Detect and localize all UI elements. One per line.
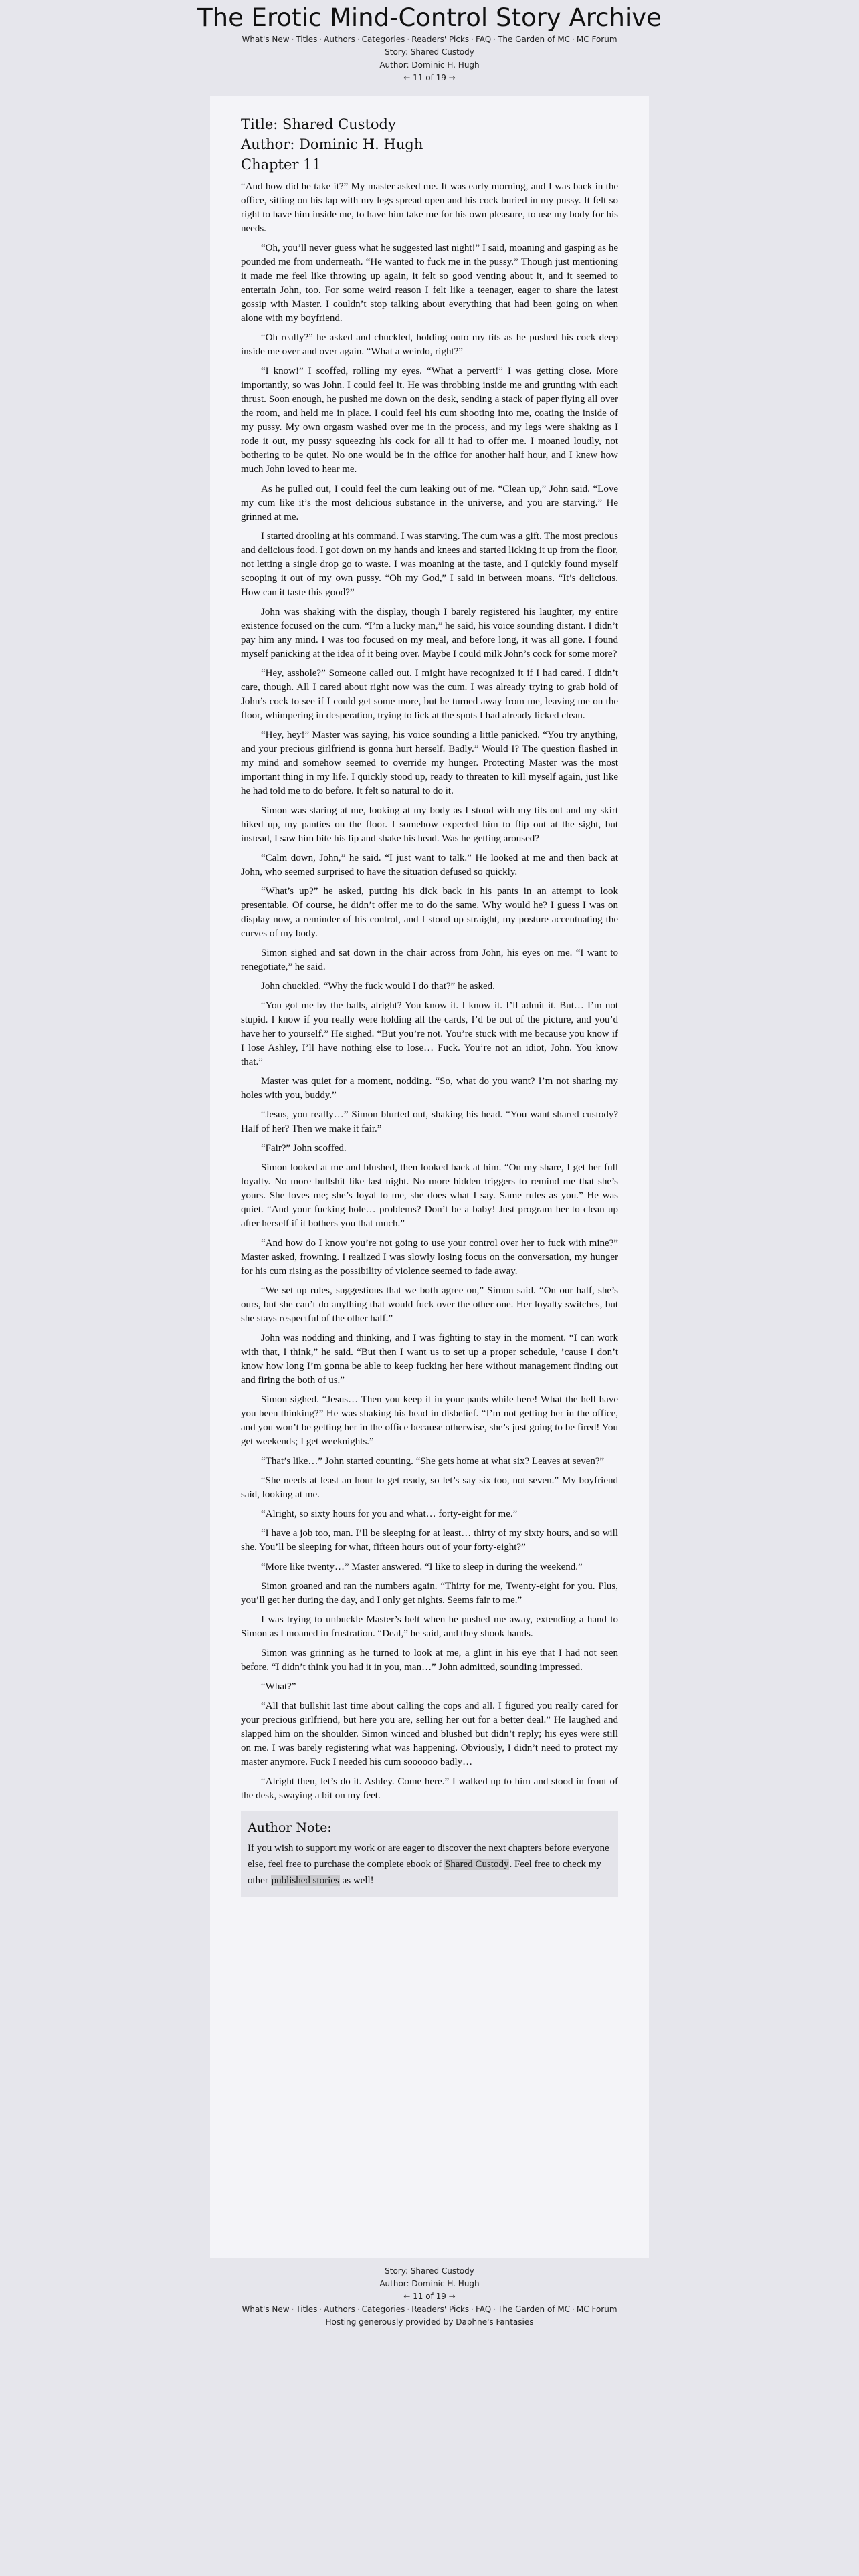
story-paragraph: “Hey, hey!” Master was saying, his voice sounding a little panicked. “You try anything, and your precious girlfriend is gonna hurt herself. Badly.” Would I? The question flashed in my mind and somehow seemed to override my hunger. Protecting Master was the most important thing in my life. I quickly stood up, ready to threaten to kill myself again, just like he had told me to do before. It felt so natural to do it.	[241, 730, 618, 796]
author-note-title: Author Note:	[248, 1820, 332, 1835]
story-paragraph: “I know!” I scoffed, rolling my eyes. “What a pervert!” I was getting close. More importantly, so was John. I could feel it. He was throbbing inside me and grunting with each thrust. Soon enough, he pushed me down on the desk, sending a stack of paper flying all over the room, and held me in place. I could feel his cum shooting into me, coating the inside of my pussy. My own orgasm washed over me in the process, and my legs were shaking as I rode it out, my pussy squeezing his cock for all it had to offer me. I moaned loudly, not bothering to be quiet. No one would be in the office for another half hour, and I knew how much John loved to hear me.	[241, 366, 618, 475]
story-author: Author: Dominic H. Hugh	[241, 136, 423, 152]
story-paragraph: Simon looked at me and blushed, then looked back at him. “On my share, I get her full loyalty. No more bullshit like last night. No more hidden triggers to remind me that she’s yours. She loves me; she’s loyal to me, she does what I say. Same rules as you.” He was quiet. “And your fucking hole… problems? Don’t be a baby! Just program her to clean up after herself if it bothers you that much.”	[241, 1162, 618, 1229]
site-header	[0, 0, 859, 84]
footer-nav-item[interactable]: Authors	[324, 2304, 355, 2314]
nav-separator: ·	[357, 35, 360, 44]
story-paragraph: Simon was staring at me, looking at my body as I stood with my tits out and my skirt hiked up, my panties on the floor. I somehow expected him to flip out at the sight, but instead, I saw him bite his lip and shake his head. Was he getting aroused?	[241, 805, 618, 844]
story-paragraph: “More like twenty…” Master answered. “I like to sleep in during the weekend.”	[261, 1562, 583, 1572]
story-paragraph: “Jesus, you really…” Simon blurted out, shaking his head. “You want shared custody? Half of her? Then we make it fair.”	[241, 1109, 618, 1134]
footer-nav-item[interactable]: The Garden of MC	[498, 2304, 571, 2314]
story-paragraph: As he pulled out, I could feel the cum leaking out of me. “Clean up,” John said. “Love my cum like it’s the most delicious substance in the universe, and you are starving.” He grinned at me.	[241, 484, 618, 522]
site-title[interactable]: The Erotic Mind-Control Story Archive	[197, 3, 662, 32]
nav-separator: ·	[572, 2304, 575, 2314]
story-paragraph: Simon was grinning as he turned to look at me, a glint in his eye that I had not seen before. “I didn’t think you had it in you, man…” John admitted, sounding impressed.	[241, 1648, 618, 1673]
story-paragraph: “That’s like…” John started counting. “She gets home at what six? Leaves at seven?”	[261, 1456, 605, 1467]
chapter-heading: Chapter 11	[241, 156, 321, 173]
story-paragraph: John chuckled. “Why the fuck would I do that?” he asked.	[261, 981, 495, 992]
story-paragraph: “I have a job too, man. I’ll be sleeping for at least… thirty of my sixty hours, and so will she. You’ll be sleeping for what, fifteen hours out of your forty-eight?”	[241, 1528, 618, 1553]
story-paragraph: John was shaking with the display, though I barely registered his laughter, my entire existence focused on the cum. “I’m a lucky man,” he said, his voice sounding distant. I didn’t pay him any mind. I was too focused on my meal, and before long, it was all gone. I found myself panicking at the idea of it being over. Maybe I could milk John’s cock for some more?	[241, 607, 618, 659]
story-paragraph: “All that bullshit last time about calling the cops and all. I figured you really cared for your precious girlfriend, but here you are, selling her out for a better deal.” He laughed and slapped him on the shoulder. Simon winced and blushed but didn’t reply; his eyes were still on me. I was barely registering what was happening. Obviously, I didn’t need to protect my master anymore. Fuck I needed his cum soooooo badly…	[241, 1701, 618, 1767]
site-footer	[0, 2265, 859, 2329]
nav-separator: ·	[471, 35, 474, 44]
footer-nav-item[interactable]: FAQ	[475, 2304, 492, 2314]
story-paragraph: “What’s up?” he asked, putting his dick back in his pants in an attempt to look presentable. Of course, he didn’t offer me to do the same. Why would he? I guess I was on display now, a reminder of his control, and I stood up straight, my posture accentuating the curves of my body.	[241, 886, 618, 939]
author-link[interactable]: Author: Dominic H. Hugh	[379, 60, 480, 70]
story-paragraph: Simon groaned and ran the numbers again. “Thirty for me, Twenty-eight for you. Plus, you’ll get her during the day, and I only get nights. Seems fair to me.”	[241, 1581, 618, 1606]
nav-separator: ·	[407, 35, 410, 44]
story-paragraph: “Calm down, John,” he said. “I just want to talk.” He looked at me and then back at John, who seemed surprised to have the situation defused so quickly.	[241, 853, 618, 877]
story-paragraph: “Fair?” John scoffed.	[261, 1143, 347, 1154]
nav-separator: ·	[493, 35, 496, 44]
nav-separator: ·	[319, 35, 322, 44]
nav-separator: ·	[572, 35, 575, 44]
story-title: Title: Shared Custody	[241, 116, 396, 132]
author-note-text	[248, 1840, 611, 1889]
story-paragraph: “Hey, asshole?” Someone called out. I might have recognized it if I had cared. I didn’t care, though. All I cared about right now was the cum. I was already trying to grab hold of John’s cock to see if I could get some more, but he turned away from me, leaving me on the floor, whimpering in desperation, trying to lick at the spots I had already licked clean.	[241, 668, 618, 721]
story-paragraph: “She needs at least an hour to get ready, so let’s say six too, not seven.” My boyfriend said, looking at me.	[241, 1475, 618, 1500]
footer-nav-item[interactable]: MC Forum	[576, 2304, 617, 2314]
story-paragraph: Simon sighed. “Jesus… Then you keep it in your pants while here! What the hell have you been thinking?” He was shaking his head in disbelief. “I’m not getting her in the office, and you won’t be getting her in the office because otherwise, she’s just going to be fired! You get weekends; I get weeknights.”	[241, 1394, 618, 1447]
story-paragraph: Simon sighed and sat down in the chair across from John, his eyes on me. “I want to renegotiate,” he said.	[241, 948, 618, 972]
story-paragraph: “You got me by the balls, alright? You know it. I know it. I’ll admit it. But… I’m not stupid. I know if you really were holding all the cards, I’d be out of the picture, and you’d have her to yourself.” He sighed. “But you’re not. You’re stuck with me because you know if I lose Ashley, I’ll have nothing else to lose… Fuck. You’re not an idiot, John. You know that.”	[241, 1000, 618, 1067]
chapter-pager[interactable]: ← 11 of 19 →	[403, 73, 456, 82]
story-paragraph: “What?”	[261, 1681, 296, 1692]
nav-separator: ·	[319, 2304, 322, 2314]
footer-nav	[0, 2303, 859, 2316]
nav-item[interactable]: The Garden of MC	[498, 35, 571, 44]
nav-separator: ·	[291, 2304, 294, 2314]
story-paragraph: “Alright then, let’s do it. Ashley. Come here.” I walked up to him and stood in front of the desk, swaying a bit on my feet.	[241, 1776, 618, 1801]
author-note-text-part: as well!	[339, 1875, 374, 1886]
author-note-text-part: . Feel free to check my other	[248, 1859, 601, 1886]
story-paragraph: Master was quiet for a moment, nodding. “So, what do you want? I’m not sharing my holes with you, buddy.”	[241, 1076, 618, 1101]
footer-nav-item[interactable]: Titles	[296, 2304, 318, 2314]
story-paragraph: I started drooling at his command. I was starving. The cum was a gift. The most precious and delicious food. I got down on my hands and knees and started licking it up from the floor, not letting a single drop go to waste. I was moaning at the taste, and I quickly found myself scooping it out of my own pussy. “Oh my God,” I said in between moans. “It’s delicious. How can it taste this good?”	[241, 531, 618, 598]
footer-author-link[interactable]: Author: Dominic H. Hugh	[379, 2279, 480, 2288]
story-paragraph: “And how do I know you’re not going to use your control over her to fuck with mine?” Master asked, frowning. I realized I was slowly losing focus on the conversation, my hunger for his cum rising as the possibility of violence seemed to fade away.	[241, 1238, 618, 1277]
nav-separator: ·	[407, 2304, 410, 2314]
nav-item[interactable]: Readers' Picks	[411, 35, 470, 44]
hosting-credit[interactable]: Hosting generously provided by Daphne's Fantasies	[325, 2317, 534, 2327]
footer-nav-item[interactable]: Readers' Picks	[411, 2304, 470, 2314]
nav-item[interactable]: Categories	[361, 35, 405, 44]
story-link[interactable]: Story: Shared Custody	[385, 47, 474, 57]
published-stories-link[interactable]: published stories	[271, 1875, 339, 1886]
nav-separator: ·	[471, 2304, 474, 2314]
story-paragraph: “Oh really?” he asked and chuckled, holding onto my tits as he pushed his cock deep inside me over and over again. “What a weirdo, right?”	[241, 332, 618, 357]
footer-nav-item[interactable]: What's New	[242, 2304, 290, 2314]
author-note	[241, 1811, 618, 1897]
ebook-link[interactable]: Shared Custody	[445, 1859, 509, 1870]
nav-item[interactable]: FAQ	[475, 35, 492, 44]
nav-item[interactable]: Authors	[324, 35, 355, 44]
nav-item[interactable]: Titles	[296, 35, 318, 44]
story-paragraph: I was trying to unbuckle Master’s belt when he pushed me away, extending a hand to Simon as I moaned in frustration. “Deal,” he said, and they shook hands.	[241, 1614, 618, 1639]
story-content	[210, 96, 649, 2258]
story-paragraph: “Alright, so sixty hours for you and what… forty-eight for me.”	[261, 1509, 518, 1519]
nav-separator: ·	[357, 2304, 360, 2314]
footer-nav-item[interactable]: Categories	[361, 2304, 405, 2314]
nav-separator: ·	[493, 2304, 496, 2314]
story-paragraph: John was nodding and thinking, and I was fighting to stay in the moment. “I can work with that, I think,” he said. “But then I want us to set up a proper schedule, ’cause I don’t know how long I’m gonna be able to keep fucking her here without management finding out and firing the both of us.”	[241, 1333, 618, 1386]
footer-story-link[interactable]: Story: Shared Custody	[385, 2266, 474, 2276]
top-nav	[0, 33, 859, 46]
nav-item[interactable]: What's New	[242, 35, 290, 44]
author-note-text-part: If you wish to support my work or are eager to discover the next chapters before everyone else, feel free to purchase the complete ebook of	[248, 1843, 609, 1870]
story-paragraph: “We set up rules, suggestions that we both agree on,” Simon said. “On our half, she’s ours, but she can’t do anything that would fuck over the other one. Her loyalty switches, but she stays respectful of the other half.”	[241, 1285, 618, 1324]
chapter-text	[241, 180, 618, 1803]
footer-chapter-pager[interactable]: ← 11 of 19 →	[403, 2292, 456, 2301]
story-paragraph: “Oh, you’ll never guess what he suggested last night!” I said, moaning and gasping as he pounded me from underneath. “He wanted to fuck me in the pussy.” Though just mentioning it made me feel like throwing up again, it felt so good venting about it, and it seemed to entertain John, too. For some weird reason I felt like a teenager, eager to share the latest gossip with Master. I couldn’t stop talking about everything that had been going on when alone with my boyfriend.	[241, 243, 618, 324]
nav-item[interactable]: MC Forum	[576, 35, 617, 44]
story-paragraph: “And how did he take it?” My master asked me. It was early morning, and I was back in the office, sitting on his lap with my legs spread open and his cock buried in my pussy. It felt so right to have him inside me, to have him take me for his own pleasure, to use my body for his needs.	[241, 181, 618, 234]
nav-separator: ·	[291, 35, 294, 44]
